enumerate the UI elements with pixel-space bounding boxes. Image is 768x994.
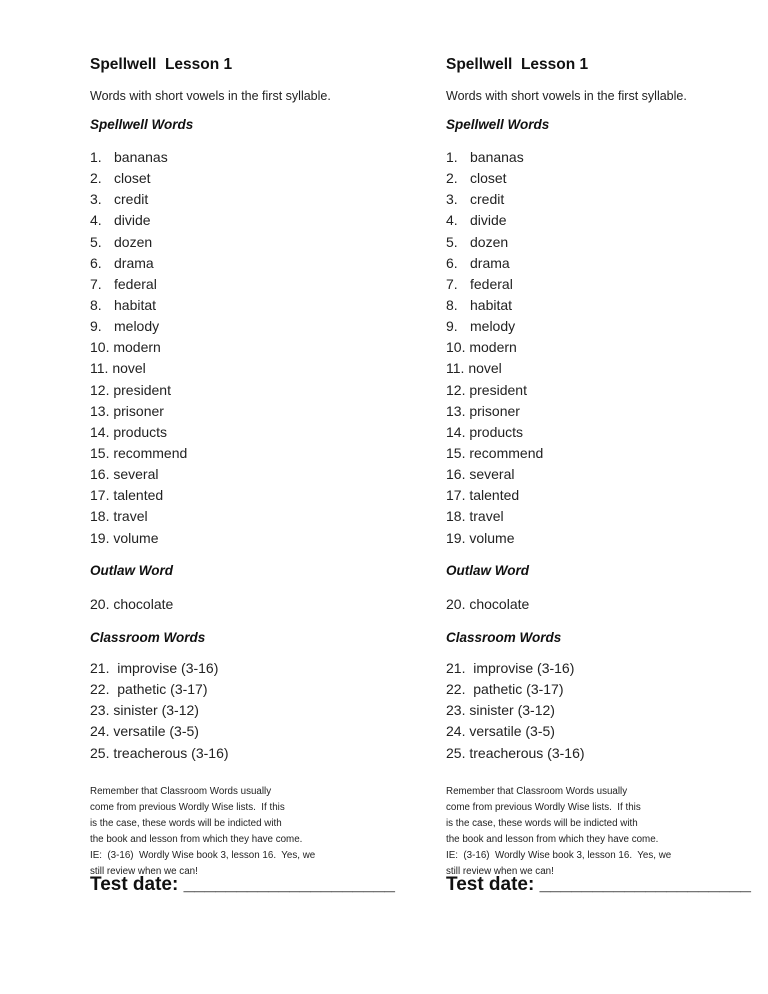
item-number: 2. bbox=[446, 170, 458, 187]
item-number: 19. bbox=[446, 529, 466, 546]
spellwell-word-item bbox=[446, 274, 543, 295]
note-line: still review when we can! bbox=[90, 866, 198, 877]
spellwell-word-item bbox=[90, 485, 187, 506]
note-line: is the case, these words will be indicted with bbox=[446, 818, 638, 829]
lesson-title: Spellwell Lesson 1 bbox=[446, 56, 589, 73]
spellwell-word-item bbox=[446, 189, 543, 210]
spellwell-word-item bbox=[446, 316, 543, 337]
spellwell-words-heading: Spellwell Words bbox=[90, 117, 194, 132]
note-line: Remember that Classroom Words usually bbox=[446, 786, 628, 797]
item-number: 10. bbox=[90, 339, 110, 356]
item-word: dozen bbox=[470, 233, 509, 250]
note-line: still review when we can! bbox=[446, 866, 554, 877]
item-word: several bbox=[469, 466, 515, 483]
item-number: 3. bbox=[90, 191, 102, 208]
classroom-word-item: 25. treacherous (3-16) bbox=[446, 744, 585, 761]
item-word: prisoner bbox=[469, 402, 520, 419]
item-word: travel bbox=[469, 508, 504, 525]
item-word: divide bbox=[470, 212, 507, 229]
item-number: 13. bbox=[446, 402, 466, 419]
spellwell-word-item bbox=[446, 337, 543, 358]
spellwell-word-item bbox=[90, 528, 187, 549]
spellwell-word-item bbox=[90, 253, 187, 274]
outlaw-word-item: 20. chocolate bbox=[90, 596, 174, 612]
note-line: IE: (3-16) Wordly Wise book 3, lesson 16. Yes, we bbox=[446, 850, 672, 861]
classroom-word-item: 24. versatile (3-5) bbox=[446, 723, 555, 740]
item-word: volume bbox=[113, 529, 159, 546]
classroom-words-heading: Classroom Words bbox=[446, 630, 562, 645]
item-number: 13. bbox=[90, 402, 110, 419]
note-line: is the case, these words will be indicted with bbox=[90, 818, 282, 829]
outlaw-word-heading: Outlaw Word bbox=[90, 563, 173, 578]
item-number: 4. bbox=[90, 212, 102, 229]
spellwell-word-item bbox=[90, 189, 187, 210]
spellwell-word-item bbox=[90, 443, 187, 464]
item-word: melody bbox=[470, 318, 516, 335]
item-word: drama bbox=[114, 254, 154, 271]
item-word: recommend bbox=[469, 444, 544, 461]
spellwell-word-item bbox=[90, 316, 187, 337]
outlaw-word-item: 20. chocolate bbox=[446, 596, 530, 612]
item-number: 17. bbox=[446, 487, 466, 504]
item-word: modern bbox=[113, 339, 161, 356]
spellwell-word-item bbox=[446, 210, 543, 231]
item-word: drama bbox=[470, 254, 510, 271]
item-number: 9. bbox=[90, 318, 102, 335]
lesson-subtitle: Words with short vowels in the first syllable. bbox=[446, 89, 687, 103]
item-word: bananas bbox=[114, 149, 168, 165]
item-word: bananas bbox=[470, 149, 524, 165]
item-word: talented bbox=[469, 487, 520, 504]
spellwell-word-list bbox=[90, 147, 187, 549]
item-word: closet bbox=[470, 170, 507, 187]
item-number: 1. bbox=[90, 149, 102, 165]
item-number: 15. bbox=[90, 444, 110, 461]
spellwell-word-item bbox=[446, 253, 543, 274]
item-word: closet bbox=[114, 170, 151, 187]
item-number: 8. bbox=[446, 296, 458, 313]
item-number: 19. bbox=[90, 529, 110, 546]
classroom-words-heading: Classroom Words bbox=[90, 630, 206, 645]
note-line: come from previous Wordly Wise lists. If this bbox=[90, 802, 285, 813]
classroom-words-note bbox=[446, 784, 671, 880]
spellwell-word-item bbox=[90, 337, 187, 358]
item-number: 14. bbox=[90, 423, 110, 440]
item-word: novel bbox=[468, 360, 502, 377]
spellwell-word-item bbox=[446, 358, 543, 379]
item-word: talented bbox=[113, 487, 164, 504]
item-number: 6. bbox=[90, 254, 102, 271]
item-number: 12. bbox=[446, 381, 466, 398]
classroom-word-item: 22. pathetic (3-17) bbox=[446, 681, 564, 698]
spellwell-word-item bbox=[90, 168, 187, 189]
spellwell-word-item bbox=[446, 168, 543, 189]
spellwell-word-item bbox=[446, 380, 543, 401]
classroom-word-list bbox=[90, 658, 229, 764]
item-number: 17. bbox=[90, 487, 110, 504]
item-number: 1. bbox=[446, 149, 458, 165]
item-number: 18. bbox=[90, 508, 110, 525]
item-number: 10. bbox=[446, 339, 466, 356]
spellwell-word-item bbox=[446, 528, 543, 549]
item-number: 5. bbox=[446, 233, 458, 250]
outlaw-word-list bbox=[90, 594, 173, 615]
note-line: the book and lesson from which they have come. bbox=[90, 834, 303, 845]
item-number: 18. bbox=[446, 508, 466, 525]
item-word: federal bbox=[470, 275, 513, 292]
item-number: 2. bbox=[90, 170, 102, 187]
spellwell-words-heading: Spellwell Words bbox=[446, 117, 550, 132]
lesson-subtitle: Words with short vowels in the first syllable. bbox=[90, 89, 331, 103]
item-number: 9. bbox=[446, 318, 458, 335]
item-number: 16. bbox=[90, 466, 110, 483]
classroom-word-item: 23. sinister (3-12) bbox=[446, 702, 555, 719]
item-number: 3. bbox=[446, 191, 458, 208]
item-number: 4. bbox=[446, 212, 458, 229]
spellwell-word-item bbox=[90, 422, 187, 443]
spellwell-word-item bbox=[90, 506, 187, 527]
classroom-word-list bbox=[446, 658, 585, 764]
item-word: federal bbox=[114, 275, 157, 292]
spellwell-word-item bbox=[90, 358, 187, 379]
item-word: modern bbox=[469, 339, 517, 356]
item-word: travel bbox=[113, 508, 148, 525]
classroom-word-item: 22. pathetic (3-17) bbox=[90, 681, 208, 698]
outlaw-word-heading: Outlaw Word bbox=[446, 563, 529, 578]
item-word: habitat bbox=[114, 296, 157, 313]
spellwell-word-item bbox=[90, 147, 187, 168]
item-word: several bbox=[113, 466, 159, 483]
spellwell-word-item bbox=[446, 147, 543, 168]
note-line: Remember that Classroom Words usually bbox=[90, 786, 272, 797]
classroom-words-note bbox=[90, 784, 315, 880]
spellwell-word-item bbox=[90, 464, 187, 485]
test-date-line: Test date: ____________________ bbox=[446, 874, 751, 895]
spellwell-word-item bbox=[446, 422, 543, 443]
item-number: 11. bbox=[90, 360, 109, 377]
spellwell-word-item bbox=[90, 274, 187, 295]
item-number: 5. bbox=[90, 233, 102, 250]
item-word: prisoner bbox=[113, 402, 164, 419]
spellwell-word-list bbox=[446, 147, 543, 549]
item-word: melody bbox=[114, 318, 160, 335]
classroom-word-item: 21. improvise (3-16) bbox=[90, 660, 219, 676]
item-number: 6. bbox=[446, 254, 458, 271]
outlaw-word-list bbox=[446, 594, 529, 615]
item-number: 16. bbox=[446, 466, 466, 483]
item-word: credit bbox=[114, 191, 149, 208]
spellwell-word-item bbox=[446, 506, 543, 527]
item-word: recommend bbox=[113, 444, 188, 461]
item-number: 12. bbox=[90, 381, 110, 398]
test-date-line: Test date: ____________________ bbox=[90, 874, 395, 895]
item-word: president bbox=[113, 381, 171, 398]
item-number: 7. bbox=[446, 275, 458, 292]
item-word: dozen bbox=[114, 233, 153, 250]
item-number: 15. bbox=[446, 444, 466, 461]
note-line: IE: (3-16) Wordly Wise book 3, lesson 16. Yes, we bbox=[90, 850, 316, 861]
note-line: come from previous Wordly Wise lists. If this bbox=[446, 802, 641, 813]
lesson-title: Spellwell Lesson 1 bbox=[90, 56, 233, 73]
spellwell-word-item bbox=[446, 464, 543, 485]
item-number: 8. bbox=[90, 296, 102, 313]
classroom-word-item: 23. sinister (3-12) bbox=[90, 702, 199, 719]
spellwell-word-item bbox=[446, 232, 543, 253]
item-word: products bbox=[113, 423, 168, 440]
spellwell-word-item bbox=[446, 295, 543, 316]
spellwell-word-item bbox=[90, 401, 187, 422]
spellwell-word-item bbox=[446, 443, 543, 464]
item-number: 11. bbox=[446, 360, 465, 377]
item-word: novel bbox=[112, 360, 146, 377]
item-word: habitat bbox=[470, 296, 513, 313]
spellwell-word-item bbox=[90, 210, 187, 231]
classroom-word-item: 21. improvise (3-16) bbox=[446, 660, 575, 676]
item-number: 7. bbox=[90, 275, 102, 292]
spellwell-word-item bbox=[446, 485, 543, 506]
item-word: credit bbox=[470, 191, 505, 208]
spellwell-word-item bbox=[90, 295, 187, 316]
classroom-word-item: 24. versatile (3-5) bbox=[90, 723, 199, 740]
item-word: products bbox=[469, 423, 524, 440]
item-word: divide bbox=[114, 212, 151, 229]
item-word: volume bbox=[469, 529, 515, 546]
spellwell-word-item bbox=[446, 401, 543, 422]
note-line: the book and lesson from which they have come. bbox=[446, 834, 659, 845]
item-number: 14. bbox=[446, 423, 466, 440]
classroom-word-item: 25. treacherous (3-16) bbox=[90, 744, 229, 761]
spellwell-word-item bbox=[90, 232, 187, 253]
item-word: president bbox=[469, 381, 527, 398]
spellwell-word-item bbox=[90, 380, 187, 401]
